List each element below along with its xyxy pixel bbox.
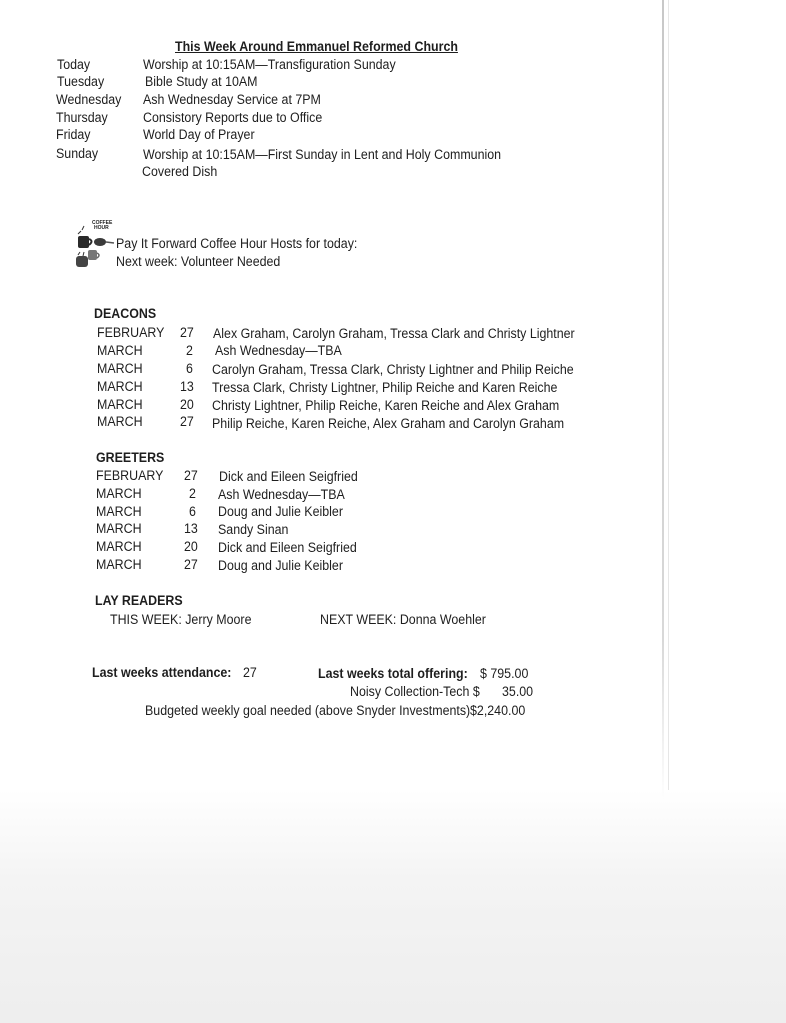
table-cell-month: MARCH: [96, 557, 142, 572]
table-cell-day: 27: [184, 557, 198, 572]
schedule-day: Tuesday: [57, 74, 105, 89]
page-shadow: [0, 790, 786, 1023]
offering-value: $ 795.00: [480, 666, 529, 681]
table-cell-names: Sandy Sinan: [218, 522, 289, 537]
table-cell-day: 13: [180, 379, 194, 394]
table-cell-day: 27: [180, 325, 194, 340]
table-cell-month: MARCH: [96, 486, 142, 501]
table-cell-day: 20: [184, 539, 198, 554]
page-edge-inner: [668, 0, 669, 790]
coffee-cup-icon: [70, 216, 118, 272]
schedule-day: Thursday: [56, 110, 108, 125]
schedule-event: Ash Wednesday Service at 7PM: [143, 92, 321, 107]
table-cell-names: Alex Graham, Carolyn Graham, Tressa Clark and Christy Lightner: [213, 326, 575, 341]
attendance-label: Last weeks attendance:: [92, 665, 232, 680]
logo-text: COFFEE: [92, 220, 113, 226]
schedule-event: Bible Study at 10AM: [145, 74, 258, 89]
offering-label: Last weeks total offering:: [318, 666, 468, 681]
schedule-day: Friday: [56, 127, 91, 142]
table-cell-month: FEBRUARY: [96, 468, 164, 483]
table-cell-day: 6: [189, 504, 196, 519]
lay-reader-next-week: NEXT WEEK: Donna Woehler: [320, 612, 486, 627]
table-cell-names: Christy Lightner, Philip Reiche, Karen Reiche and Alex Graham: [212, 398, 560, 413]
table-cell-day: 20: [180, 397, 194, 412]
table-cell-day: 2: [186, 343, 193, 358]
lay-reader-this-week: THIS WEEK: Jerry Moore: [110, 612, 252, 627]
budget-goal-value: $2,240.00: [470, 703, 526, 718]
table-cell-month: MARCH: [96, 504, 142, 519]
schedule-day: Today: [57, 57, 91, 72]
table-cell-day: 6: [186, 361, 193, 376]
schedule-event: World Day of Prayer: [143, 127, 255, 142]
noisy-collection-value: 35.00: [502, 684, 534, 699]
table-cell-month: MARCH: [97, 414, 143, 429]
table-cell-names: Ash Wednesday—TBA: [218, 487, 345, 502]
lay-readers-heading: LAY READERS: [95, 593, 183, 608]
budget-goal-label: Budgeted weekly goal needed (above Snyder Investments): [145, 703, 471, 718]
logo-text: HOUR: [94, 225, 109, 231]
table-cell-month: MARCH: [97, 379, 143, 394]
coffee-hosts-text: Pay It Forward Coffee Hour Hosts for today:: [116, 236, 358, 251]
table-cell-month: MARCH: [97, 397, 143, 412]
table-cell-day: 2: [189, 486, 196, 501]
schedule-event: Consistory Reports due to Office: [143, 110, 323, 125]
table-cell-names: Doug and Julie Keibler: [218, 558, 343, 573]
page-edge: [662, 0, 664, 800]
table-cell-day: 13: [184, 521, 198, 536]
table-cell-month: MARCH: [97, 343, 143, 358]
noisy-collection-label: Noisy Collection-Tech $: [350, 684, 480, 699]
coffee-hour-logo: [70, 216, 118, 272]
table-cell-month: MARCH: [97, 361, 143, 376]
schedule-event: Worship at 10:15AM—First Sunday in Lent and Holy Communion: [143, 147, 502, 162]
schedule-event-continued: Covered Dish: [142, 164, 218, 179]
table-cell-names: Dick and Eileen Seigfried: [219, 469, 358, 484]
table-cell-names: Philip Reiche, Karen Reiche, Alex Graham and Carolyn Graham: [212, 416, 565, 431]
table-cell-names: Doug and Julie Keibler: [218, 504, 343, 519]
table-cell-day: 27: [184, 468, 198, 483]
schedule-day: Sunday: [56, 146, 99, 161]
schedule-event: Worship at 10:15AM—Transfiguration Sunday: [143, 57, 396, 72]
table-cell-month: MARCH: [96, 521, 142, 536]
deacons-heading: DEACONS: [94, 306, 157, 321]
table-cell-day: 27: [180, 414, 194, 429]
table-cell-names: Tressa Clark, Christy Lightner, Philip Reiche and Karen Reiche: [212, 380, 558, 395]
table-cell-names: Ash Wednesday—TBA: [215, 343, 342, 358]
table-cell-names: Carolyn Graham, Tressa Clark, Christy Lightner and Philip Reiche: [212, 362, 574, 377]
table-cell-names: Dick and Eileen Seigfried: [218, 540, 357, 555]
coffee-next-week-text: Next week: Volunteer Needed: [116, 254, 281, 269]
page-title: This Week Around Emmanuel Reformed Church: [175, 39, 458, 54]
greeters-heading: GREETERS: [96, 450, 165, 465]
attendance-value: 27: [243, 665, 257, 680]
schedule-day: Wednesday: [56, 92, 122, 107]
table-cell-month: FEBRUARY: [97, 325, 165, 340]
table-cell-month: MARCH: [96, 539, 142, 554]
